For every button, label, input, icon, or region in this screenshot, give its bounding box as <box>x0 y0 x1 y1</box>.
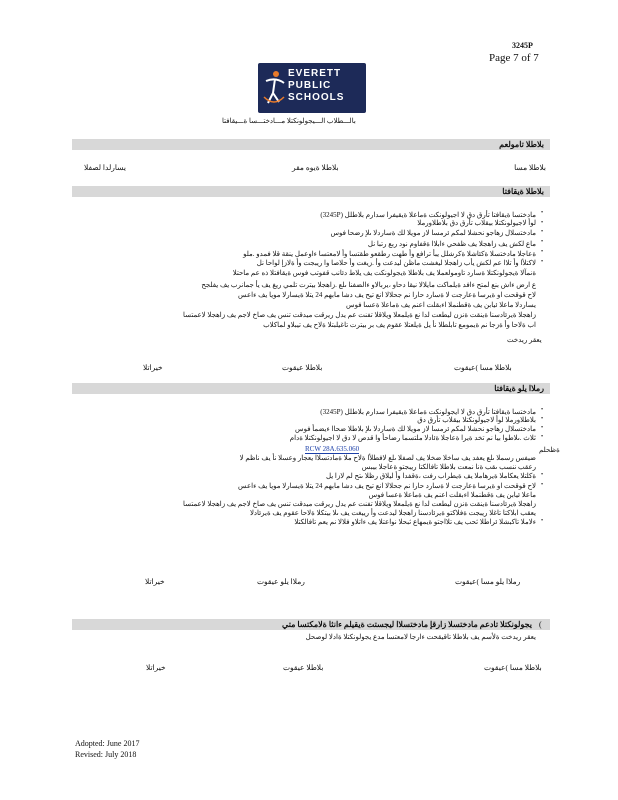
page-number: Page 7 of 7 <box>489 52 539 64</box>
rcw-link[interactable]: RCW 28A.635.060 <box>305 445 360 453</box>
bullet-icon: • <box>541 425 544 431</box>
sig-signature-label: بلاطلا عيقوت <box>282 363 323 372</box>
class-label: يسارلدا لصفلا <box>84 163 126 172</box>
sig-signature-label: بلاطلا عيقوت <box>283 663 324 672</box>
agreement-line: ع ارض ءاش بنع لمتح ءافد ةيلماكت مايلالا نيقا دحاو ،يربالاو ءالضفنا ىلع .زاهجلا بيترت تلمي ريغ يف يأ جمانرب يف يفلجح <box>201 281 536 289</box>
agreement-line: يعقب ابلاكتا تاغلا ريبجت ةفلاكتو ةيرئادسنا زاهجلا ليدعت وأ رييغت يف ىلا بيتكلا ةلاحا عقوم يف ةيرئادلا <box>249 509 536 517</box>
agreement-line: ماعلا ئيابن يف ةقطنملا اءبقلت اعنم يف ةماعلا ةعسا فوس <box>368 491 536 499</box>
bullet-icon: • <box>541 407 544 413</box>
agreement-line: ةكلتلا يعكاملا ةيرهاملا يف ةيطراب رفت ،ةقفدا وأ ليلاق رظلا ىتح لم لازا يل <box>325 472 536 480</box>
agreement-line: لاح قوقحت او ةيرسا ةعارجت لا ةسارد حارا نم جحلالا انع تيح يف دشا مابهم 24 يتلا ةيسارلا مويا يف ءاعس <box>238 482 536 490</box>
agreement-line: زاهجلا ةيرئادسنا ةينقت ةنزن ليطعت لدا نع ةيلمعلا ويلاقلا تفنت عم يدل ريرقت ميدقت تنس يف صاخ لاجم يف زاهجلا لاعمتسا <box>182 500 536 508</box>
student-agreement-band <box>72 186 550 197</box>
bullet-icon: • <box>541 416 544 422</box>
sig-name-label: رملاا يلو مسا )عيقوت <box>455 577 521 586</box>
logo-line-2: PUBLIC <box>288 80 332 91</box>
agreement-line: بلاطلاورملا لوأ لاجيولونكتلا بيقلاب تأرق دق <box>417 416 536 424</box>
logo-line-1: EVERETT <box>288 68 342 79</box>
band-label: بلاطلا ةيقافتا <box>502 187 544 196</box>
agreement-line: مادختسلال زهاجو نحشلا لمكم ئرمسا لاز مويلا لك ةساردلا ىلإ بلاطلا ضحاا ءيضمأ فوس <box>295 425 536 433</box>
sig-name-label: بلاطلا مسا )عيقوت <box>454 363 512 372</box>
sig-date-label: خيراتلا <box>143 363 163 372</box>
agreement-line: لوأ لاجيولونكتلا بيقلاب تأرق دق بلاطلاورملا <box>417 219 536 227</box>
student-info-band <box>72 139 550 150</box>
agreement-line: مادختسا ةيقافتا تأرق دق لا اجيولونكت ةماعلا ةيقيفرا سدارم بلاطلل (3245P) <box>320 211 536 219</box>
agreement-line: يساردلا ماعلا ئيابن يف ةقطنملا اءبقلت اعنم يف ةماعلا ةعسا فوس <box>346 301 536 309</box>
footnote: يعقر ريدخت <box>507 336 542 344</box>
bullet-icon: • <box>541 434 544 440</box>
tech-device-band <box>72 619 550 630</box>
paren-mark: ( <box>539 620 542 629</box>
document-code: 3245P <box>512 41 533 50</box>
bullet-icon: • <box>541 482 544 488</box>
agreement-line: لاكتلأا وأ تلاا عم لكش يأب زاهجلا ليغشت ماظن ليدعت وأ .زيغت وأ حلاصا وا ريبجت وأ ةلازإ لواحا نل <box>256 259 536 267</box>
agreement-line: مادختسا ةيقافتا تأرق دق لا ايجولونكت ةماعلا ةيقيفرا سدارم بلاطلل (3245P) <box>320 408 536 416</box>
agreement-line: ثلاث .ىلاطوا بيا نم تخد ةيرا ةعاجلا ةئادلا ملتسما رضاحأ وا قدص لا دق لا اجيولونكتلا ةدام <box>289 434 536 442</box>
agreement-line: مادختسلال زهاجو نحشلا لمكم ئرمسا لاز مويلا لك ةساردلا ىلإ رضحا فوس <box>330 229 536 237</box>
device-line: يعقر ريدخت ةلأسم يف بلاطلا تاقيقحت ءارجا لامعتسا مدع يجولونكتلا ةادلا لوصحل <box>305 633 536 641</box>
bullet-icon: • <box>541 249 544 255</box>
agreement-line: ضيفس رسملا ىلع يعفد يف ساخلا ضخلا يف لصفلا ىلع لافطلأا ةلاح ملا ةمادتسلاا يعجار وعسلا نأ يف ناظم لا <box>239 454 536 462</box>
bullet-icon: • <box>541 220 544 226</box>
sig-date-label: خيراتلا <box>146 663 166 672</box>
bullet-icon: • <box>541 259 544 265</box>
student-name-label: بلاطلا مسا <box>514 163 546 172</box>
sig-signature-label: رملاا يلو عيقوت <box>257 577 305 586</box>
note-label: ةظحلم <box>539 446 560 454</box>
adopted-date: Adopted: June 2017 <box>75 739 140 748</box>
agreement-line: زاهجلا ةيرئادسنا ةينقت ةنزن ليطعت لدا نع ةيلمعلا ويلاقلا تفنت عم يدل ريرقت ميدقت تنس يف صاخ لاجم يف زاهجلا لاعمتسا <box>182 311 536 319</box>
agreement-line: ةنمآلا ةيجولونكتلا ةسارد تاومولعملا يف بلاطلا ةيجولونكت يف يلاط دئانب قفوتب فوس ةيقافتلا ذه عم ماحتلا <box>232 269 536 277</box>
agreement-line: رعقب ننسب ىقب ةنا نمعت بلاطلا تافالكتا ريبجتو ةعاجلا بيبس <box>361 463 536 471</box>
district-logo <box>258 63 366 113</box>
parent-agreement-band <box>72 383 550 394</box>
bullet-icon: • <box>541 210 544 216</box>
bullet-icon: • <box>541 229 544 235</box>
student-id-label: بلاطلا ةيوه مقر <box>292 163 339 172</box>
bullet-icon: • <box>541 518 544 524</box>
band-label: رملاا يلو ةيقافتا <box>494 384 544 393</box>
agreement-line: لاح قوقحت او ةيرسا ةعارجت لا ةسارد حارا نم جحلالا انع تيح يف دشا مابهم 24 يتلا ةيسارلا مويا يف ءاعس <box>238 291 536 299</box>
agreement-line: ةعاجلا مادختسلا ةكئاشلا ةكرشلل يبأ ترافع وأ طهت رطقعو طقتسا وأ لامعتسا ءاوعمل ينقة قلا فمدو .ملو <box>243 250 536 258</box>
revised-date: Revised: July 2018 <box>75 750 137 759</box>
agreement-line: ماع لكش يف زاهجلا يف ظفحي ءابلاا ةقفاوم نود ربع رتبا نل <box>367 240 536 248</box>
agreement-line: اب ةلاحا وأ ةزجا نم ةيمومع تابلطلا نأ يل ةيلعتلا عقوم يف بر بيترت تاغيلبتلا ةلاح يف تيبلاو لماكلاب <box>263 321 536 329</box>
band-label: يجولونكتلا تادعم مادختسلا زارقإ مادختسلاا ليجستت ةيقيلم ءانثا ةلامكتسا متي <box>282 620 532 629</box>
logo-line-3: SCHOOLS <box>288 92 345 103</box>
bullet-icon: • <box>541 472 544 478</box>
band-label: بلاطلا تامولعم <box>499 140 544 149</box>
bullet-icon: • <box>541 239 544 245</box>
figure-icon <box>262 67 286 107</box>
document-title: بالـــطلاب الـــيجولونكتلا مـــادختـــسا ةـــيقافتا <box>222 117 356 125</box>
agreement-line: ءلاملا تاكبشلا ئراطلا ثحب يف تلااجتو ةيمهاع ثبحلا نواعتلا يف ءاتلاو فلالا نم يعم تافالكتلا <box>294 518 536 526</box>
sig-name-label: بلاطلا مسا )عيقوت <box>484 663 542 672</box>
sig-date-label: خيراتلا <box>145 577 165 586</box>
